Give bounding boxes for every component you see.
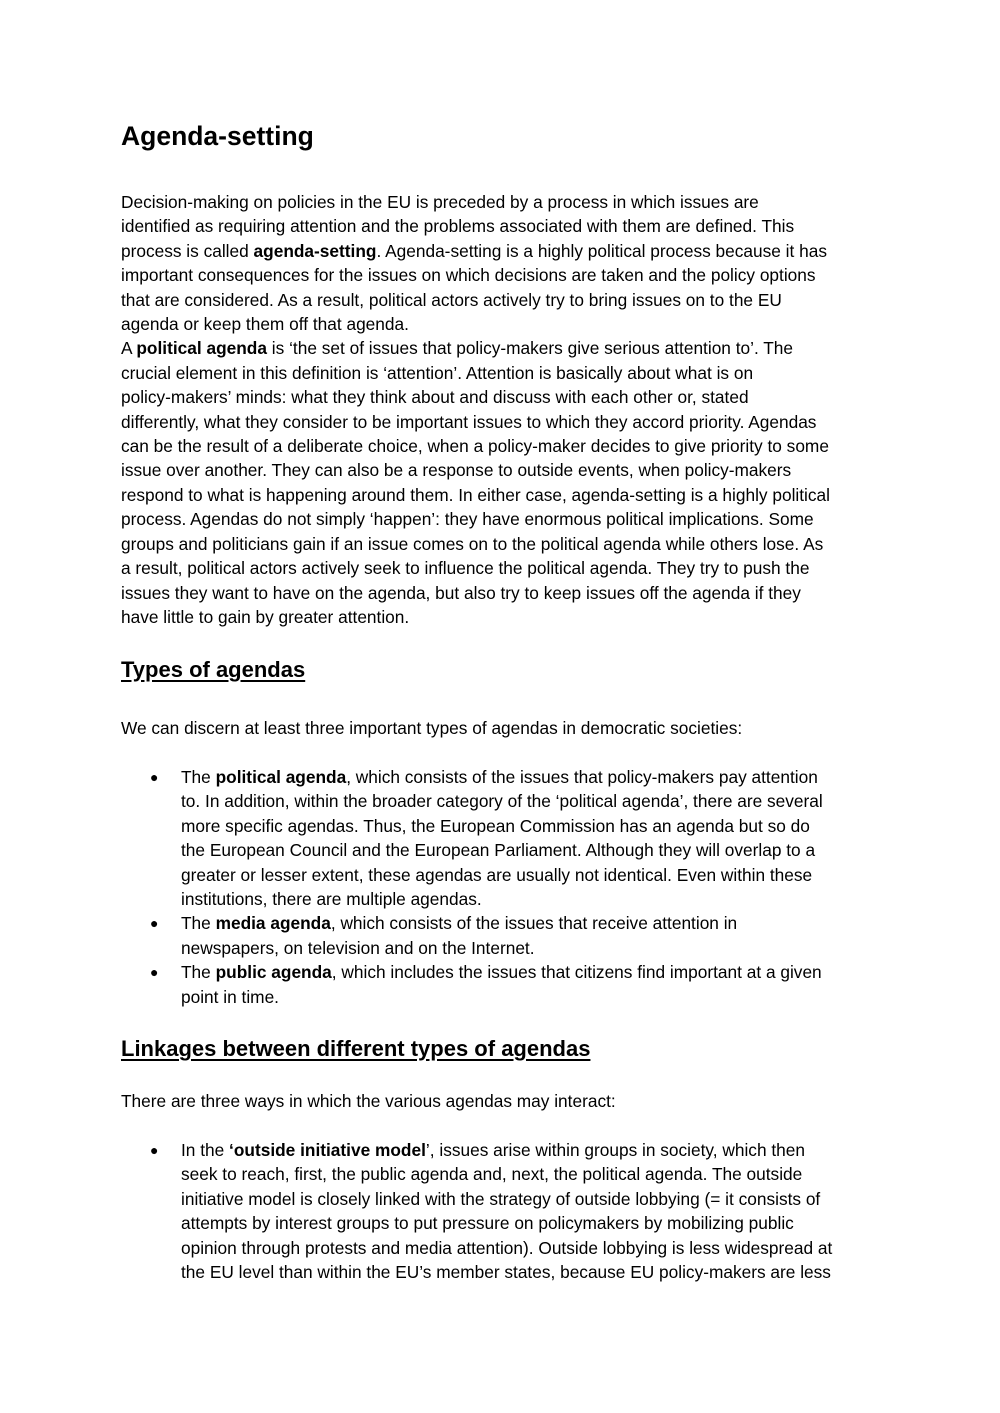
intro-paragraph	[121, 190, 881, 629]
bold-term: ‘outside initiative model	[229, 1140, 426, 1160]
bold-term: public agenda	[215, 962, 332, 983]
text-line: issue over another. They can also be a response to outside events, when policy-makers	[121, 460, 792, 481]
lead-text: We can discern at least three important types of agendas in democratic societies:	[121, 718, 743, 738]
agenda-types-list	[121, 765, 881, 1009]
agenda-linkages-list	[121, 1138, 881, 1284]
page-title: Agenda-setting	[121, 121, 314, 151]
text-line: issues they want to have on the agenda, but also try to keep issues off the agenda if they	[121, 582, 801, 603]
list-item	[121, 765, 881, 911]
text-line: a result, political actors actively seek to influence the political agenda. They try to push the	[121, 558, 810, 579]
text-line: important consequences for the issues on which decisions are taken and the policy options	[121, 265, 816, 286]
bold-term: media agenda	[215, 913, 331, 934]
list-item	[121, 960, 881, 1009]
text-line: process. Agendas do not simply ‘happen’: they have enormous political implications. Some	[121, 509, 814, 530]
text-line: process is called agenda-setting. Agenda-setting is a highly political process because it has	[121, 240, 827, 261]
text-line: agenda or keep them off that agenda.	[121, 314, 409, 335]
list-item	[121, 1138, 881, 1284]
text-line: respond to what is happening around them. In either case, agenda-setting is a highly political	[121, 484, 830, 505]
text-line: greater or lesser extent, these agendas are usually not identical. Even within these	[181, 864, 813, 885]
bold-term: agenda-setting	[253, 240, 377, 261]
text-line: In the ‘outside initiative model’, issues arise within groups in society, which then	[181, 1140, 805, 1160]
text-line: initiative model is closely linked with the strategy of outside lobbying (= it consists of	[181, 1188, 821, 1209]
text-line: institutions, there are multiple agendas.	[181, 889, 482, 910]
text-line: The political agenda, which consists of the issues that policy-makers pay attention	[181, 767, 818, 787]
text-line: A political agenda is ‘the set of issues that policy-makers give serious attention to’. The	[121, 338, 794, 359]
list-item	[121, 911, 881, 960]
bold-term: political agenda	[215, 767, 347, 787]
text-line: point in time.	[181, 986, 279, 1007]
lead-text: There are three ways in which the various agendas may interact:	[121, 1091, 616, 1111]
bullet-icon: ●	[150, 915, 159, 932]
text-line: policy-makers’ minds: what they think about and discuss with each other or, stated	[121, 387, 749, 408]
text-line: that are considered. As a result, political actors actively try to bring issues on to the EU	[121, 289, 782, 310]
text-line: the European Council and the European Parliament. Although they will overlap to a	[181, 840, 816, 861]
bullet-icon: ●	[150, 964, 159, 981]
section-lead-linkages	[121, 1089, 881, 1113]
text-line: can be the result of a deliberate choice, when a policy-maker decides to give priority to some	[121, 436, 829, 457]
text-line: more specific agendas. Thus, the European Commission has an agenda but so do	[181, 815, 810, 836]
bullet-icon: ●	[150, 769, 159, 785]
section-heading-linkages: Linkages between different types of agendas	[121, 1036, 591, 1061]
bullet-icon: ●	[150, 1142, 159, 1158]
text-line: newspapers, on television and on the Internet.	[181, 937, 535, 958]
bold-term: political agenda	[136, 338, 267, 359]
text-line: attempts by interest groups to put pressure on policymakers by mobilizing public	[181, 1213, 794, 1234]
text-line: the EU level than within the EU’s member states, because EU policy-makers are less	[181, 1262, 831, 1283]
text-line: have little to gain by greater attention.	[121, 606, 410, 627]
text-line: to. In addition, within the broader category of the ‘political agenda’, there are several	[181, 791, 823, 812]
section-heading-types-of-agendas: Types of agendas	[121, 657, 306, 682]
section-lead-types	[121, 716, 881, 740]
text-line: differently, what they consider to be important issues to which they accord priority. Agendas	[121, 411, 817, 432]
text-line: Decision-making on policies in the EU is preceded by a process in which issues are	[121, 192, 759, 212]
text-line: seek to reach, first, the public agenda and, next, the political agenda. The outside	[181, 1164, 803, 1185]
text-line: The media agenda, which consists of the issues that receive attention in	[181, 913, 738, 934]
text-line: crucial element in this definition is ‘attention’. Attention is basically about what is on	[121, 362, 754, 383]
text-line: groups and politicians gain if an issue comes on to the political agenda while others lose. As	[121, 533, 824, 554]
text-line: opinion through protests and media attention). Outside lobbying is less widespread at	[181, 1237, 833, 1258]
text-line: The public agenda, which includes the issues that citizens find important at a given	[181, 962, 822, 983]
text-line: identified as requiring attention and the problems associated with them are defined. This	[121, 216, 795, 237]
